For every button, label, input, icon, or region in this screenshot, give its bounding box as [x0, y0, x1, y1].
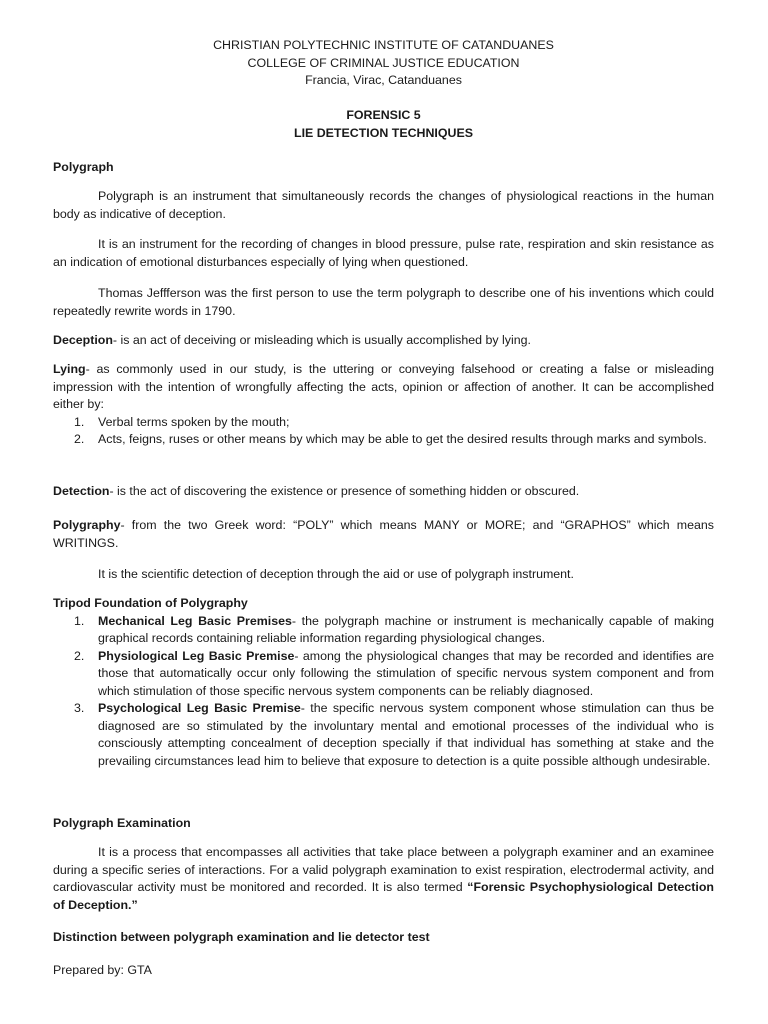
- list-item-text: Acts, feigns, ruses or other means by which may be able to get the desired results through marks and symbols.: [98, 432, 707, 446]
- tripod-heading: Tripod Foundation of Polygraphy: [53, 596, 248, 610]
- list-number: 3.: [74, 701, 85, 715]
- polygraphy-term: Polygraphy: [53, 518, 121, 532]
- distinction-heading: Distinction between polygraph examination and lie detector test: [53, 930, 430, 944]
- institution-name: CHRISTIAN POLYTECHNIC INSTITUTE OF CATANDUANES: [213, 38, 554, 52]
- polygraph-paragraph-3: Thomas Jeffferson was the first person to use the term polygraph to describe one of his inventions which could repeatedly rewrite words in 1790.: [53, 286, 714, 318]
- polygraph-paragraph-1: Polygraph is an instrument that simultaneously records the changes of physiological reactions in the human body as indicative of deception.: [53, 189, 714, 221]
- list-item: [53, 613, 714, 648]
- list-item: [53, 414, 714, 432]
- polygraphy-text: - from the two Greek word: “POLY” which means MANY or MORE; and “GRAPHOS” which means WRITINGS.: [53, 518, 714, 550]
- polygraph-heading: Polygraph: [53, 160, 114, 174]
- detection-text: - is the act of discovering the existence or presence of something hidden or obscured.: [109, 484, 580, 498]
- document-title: [53, 107, 714, 142]
- deception-text: - is an act of deceiving or misleading which is usually accomplished by lying.: [112, 333, 531, 347]
- exam-text: It is a process that encompasses all activities that take place between a polygraph examiner and an examinee during a specific series of interactions. For a valid polygraph examination to exist respiration, electrodermal activity, and cardiovascular activity must be monitored and recorded. It is also termed: [53, 845, 714, 894]
- deception-term: Deception: [53, 333, 113, 347]
- premise-text: - the specific nervous system component whose stimulation can thus be diagnosed are so stimulated by the involuntary mental and emotional processes of the individual who is consciously attempting concealment of deception specially if that individual has something at stake and the prevailing circumstances lead him to believe that exposure to detection is a quite possible although undesirable.: [98, 701, 714, 768]
- premise-text: - the polygraph machine or instrument is mechanically capable of making graphical records containing reliable information regarding physiological changes.: [98, 613, 714, 645]
- list-item: [53, 700, 714, 770]
- polygraph-paragraph-2: It is an instrument for the recording of changes in blood pressure, pulse rate, respiration and skin resistance as an indication of emotional disturbances especially of lying when questioned.: [53, 237, 714, 269]
- lying-definition: [53, 361, 714, 414]
- list-item: [53, 431, 714, 449]
- list-number: 2.: [74, 432, 85, 446]
- deception-definition: [53, 332, 714, 350]
- polygraphy-paragraph-2: It is the scientific detection of deception through the aid or use of polygraph instrument.: [98, 567, 574, 581]
- prepared-by: Prepared by: GTA: [53, 963, 152, 977]
- lying-term: Lying: [53, 362, 86, 376]
- college-name: COLLEGE OF CRIMINAL JUSTICE EDUCATION: [247, 55, 520, 70]
- premise-term: Physiological Leg Basic Premise: [98, 648, 295, 663]
- document-header: [53, 37, 714, 90]
- list-number: 1.: [74, 613, 85, 628]
- address: Francia, Virac, Catanduanes: [305, 73, 462, 87]
- topic-title: LIE DETECTION TECHNIQUES: [294, 125, 473, 140]
- detection-term: Detection: [53, 484, 110, 498]
- lying-text: - as commonly used in our study, is the uttering or conveying falsehood or creating a false or misleading impression with the intention of wrongfully affecting the acts, opinion or affection of another. It can be accomplished either by:: [53, 362, 714, 411]
- list-number: 1.: [74, 414, 85, 429]
- lying-section: [53, 361, 714, 449]
- tripod-list: [53, 613, 714, 771]
- premise-text: - among the physiological changes that may be recorded and identifies are those that automatically occur only following the stimulation of specific nervous system component and from which stimulation of those specific nervous system components can be reliably diagnosed.: [98, 648, 714, 698]
- exam-term: “Forensic Psychophysiological Detection of Deception.”: [53, 880, 714, 912]
- detection-definition: [53, 483, 714, 501]
- exam-heading: Polygraph Examination: [53, 816, 191, 830]
- list-number: 2.: [74, 648, 85, 663]
- lying-list: [53, 414, 714, 449]
- polygraphy-definition: [53, 517, 714, 552]
- premise-term: Psychological Leg Basic Premise: [98, 701, 301, 715]
- list-item-text: Verbal terms spoken by the mouth;: [98, 414, 290, 429]
- list-item: [53, 648, 714, 701]
- exam-paragraph: [53, 844, 714, 914]
- tripod-section: [53, 595, 714, 770]
- course-title: FORENSIC 5: [346, 108, 421, 122]
- premise-term: Mechanical Leg Basic Premises: [98, 613, 292, 628]
